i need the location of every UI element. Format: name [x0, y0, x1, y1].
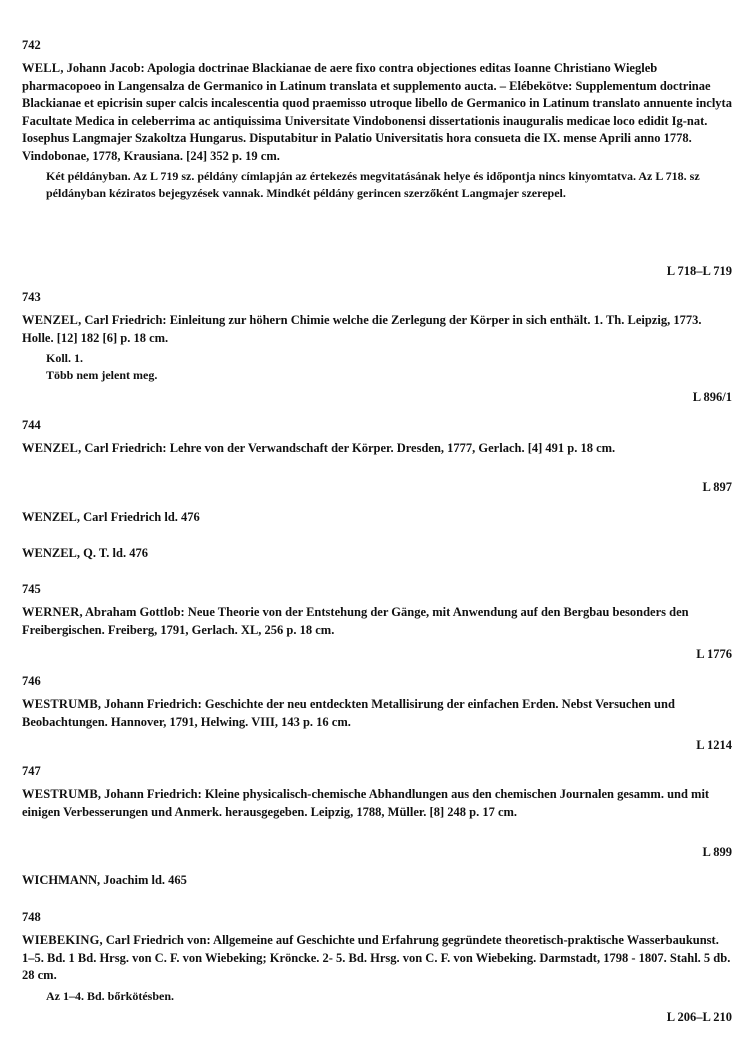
entry-text: , Johann Friedrich: Kleine physicalisch-chemische Abhandlungen aus den chemischen Journalen gesamm. und mit einigen Verbesserungen und Anmerk. herausgegeben. Leipzig, 1788, Müller. [8] 248 p. 17 cm.: [22, 787, 710, 819]
entry-author: WESTRUMB: [22, 697, 98, 711]
shelf-mark: L 897: [702, 480, 732, 494]
entry-number: 744: [22, 418, 41, 432]
shelf-mark: L 1776: [696, 647, 732, 661]
xref-text: , Joachim ld. 465: [97, 873, 187, 887]
shelf-mark: L 1214: [696, 738, 732, 752]
entry-note: Az 1–4. Bd. bőrkötésben.: [46, 988, 175, 1003]
entry-description: [22, 932, 732, 985]
entry-description: [22, 786, 732, 821]
catalog-entry: [22, 582, 732, 639]
shelf-mark: L 718–L 719: [666, 264, 732, 278]
entry-description: [22, 440, 732, 458]
shelf-mark: L 899: [702, 845, 732, 859]
entry-author: WESTRUMB: [22, 787, 98, 801]
entry-text: , Carl Friedrich von: Allgemeine auf Geschichte und Erfahrung gegründete theoretisch-praktische Wasserbaukunst. 1–5. Bd. 1 Bd. Hrsg. von C. F. von Wiebeking; Kröncke. 2- 5. Bd. Hrsg. von C. F. von Wiebeking. Darmstadt, 1798 - 1807. Stahl. 5 db. 28 cm.: [22, 933, 731, 982]
entry-number: 742: [22, 38, 41, 52]
cross-reference: [22, 546, 148, 560]
entry-text: , Carl Friedrich: Lehre von der Verwandschaft der Körper. Dresden, 1777, Gerlach. [4] 491 p. 18 cm.: [78, 441, 616, 455]
entry-text: , Carl Friedrich: Einleitung zur höhern Chimie welche die Zerlegung der Körper in sich enthält. 1. Th. Leipzig, 1773. Holle. [12] 182 [6] p. 18 cm.: [22, 313, 702, 345]
entry-number: 743: [22, 290, 41, 304]
entry-description: [22, 312, 732, 347]
entry-description: [22, 60, 732, 165]
entry-note: Több nem jelent meg.: [46, 368, 158, 382]
entry-author: WELL: [22, 61, 61, 75]
entry-number: 747: [22, 764, 41, 778]
entry-number: 746: [22, 674, 41, 688]
catalog-entry: [22, 674, 732, 731]
cross-reference: [22, 510, 200, 524]
shelf-mark: L 896/1: [692, 390, 732, 404]
catalog-entry: [22, 290, 732, 384]
catalog-entry: [22, 418, 732, 458]
entry-description: [22, 604, 732, 639]
xref-author: WENZEL: [22, 546, 77, 560]
entry-text: , Johann Friedrich: Geschichte der neu entdeckten Metallisirung der einfachen Erden. Nebst Versuchen und Beobachtungen. Hannover, 1791, Helwing. VIII, 143 p. 16 cm.: [22, 697, 675, 729]
entry-author: WERNER: [22, 605, 80, 619]
xref-text: , Q. T. ld. 476: [76, 546, 148, 560]
entry-author: WENZEL: [22, 441, 79, 455]
xref-author: WICHMANN: [22, 873, 97, 887]
catalog-entry: [22, 910, 732, 1005]
entry-number: 748: [22, 910, 41, 924]
entry-author: WENZEL: [22, 313, 79, 327]
entry-description: [22, 696, 732, 731]
entry-text: , Abraham Gottlob: Neue Theorie von der Entstehung der Gänge, mit Anwendung auf den Bergbau besonders den Freibergischen. Freiberg, 1791, Gerlach. XL, 256 p. 18 cm.: [22, 605, 689, 637]
cross-reference: [22, 873, 187, 887]
catalog-entry: [22, 764, 732, 821]
entry-number: 745: [22, 582, 41, 596]
xref-author: WENZEL: [22, 510, 77, 524]
xref-text: , Carl Friedrich ld. 476: [76, 510, 200, 524]
catalog-entry: [22, 38, 732, 202]
entry-note: Két példányban. Az L 719 sz. példány címlapján az értekezés megvitatásának helye és időpontja nincs kinyomtatva. Az L 718. sz példányban kéziratos bejegyzések vannak. Mindkét példány gerincen szerzőként Langmajer szerepel.: [46, 169, 700, 200]
shelf-mark: L 206–L 210: [666, 1010, 732, 1024]
entry-note: Koll. 1.: [46, 351, 84, 365]
entry-text: , Johann Jacob: Apologia doctrinae Blackianae de aere fixo contra objectiones editas Ioanne Christiano Wiegleb pharmacopoeo in Langensalza de Germanico in Latinum translata et supplemento aucta. – Elébekötve: Supplementum doctrinae Blackianae et epicrisin super calcis incalescentia quod praemisso utroque libello de Germanico in Latinum translato annuente inclyta Facultate Medica in celeberrima ac antiquissima Universitate Vindobonensi dissertationis inauguralis medicae loco edidit Ig-nat. Iosephus Langmajer Szakoltza Hungarus. Disputabitur in Palatio Universitatis hora consueta die IX. mense Aprili anno 1778. Vindobonae, 1778, Krausiana. [24] 352 p. 19 cm.: [22, 61, 732, 163]
entry-author: WIEBEKING: [22, 933, 100, 947]
